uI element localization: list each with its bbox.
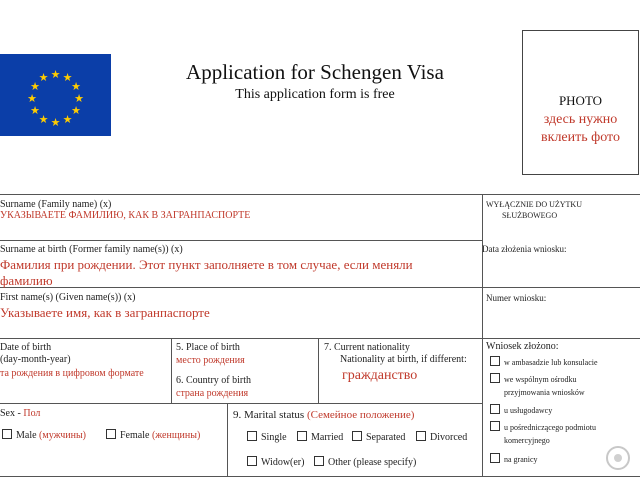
first-name-label: First name(s) (Given name(s)) (x)	[0, 292, 136, 303]
svg-text:★: ★	[38, 114, 49, 126]
nationality-label: 7. Current nationality	[324, 342, 410, 353]
border-checkbox[interactable]	[490, 453, 500, 463]
grid-line	[171, 338, 172, 403]
female-checkbox[interactable]	[106, 429, 116, 439]
embassy-label: w ambasadzie lub konsulacie	[504, 358, 598, 367]
intermediary-label-cont: komercyjnego	[504, 436, 550, 445]
cob-label: 6. Country of birth	[176, 375, 251, 386]
marital-option-separated[interactable]	[352, 431, 405, 443]
svg-text:★: ★	[38, 72, 49, 84]
marital-option-single[interactable]	[247, 431, 287, 443]
svg-text:★: ★	[71, 81, 81, 93]
other-checkbox[interactable]	[314, 456, 324, 466]
dob-field[interactable]: та рождения в цифровом формате	[0, 368, 144, 379]
cob-field[interactable]: страна рождения	[176, 388, 249, 399]
official-use-heading	[486, 199, 582, 221]
svg-text:★: ★	[50, 117, 61, 129]
common-centre-label-cont: przyjmowania wniosków	[504, 388, 585, 397]
svg-text:★: ★	[74, 93, 84, 105]
marital-hint: (Семейное положение)	[306, 409, 415, 421]
first-name-field[interactable]: Указываете имя, как в загранпаспорте	[0, 305, 210, 320]
widow-label: Widow(er)	[261, 457, 305, 468]
male-label: Male	[16, 430, 40, 441]
photo-note-line1: здесь нужно	[543, 112, 618, 127]
surname-label: Surname (Family name) (x)	[0, 199, 112, 210]
male-option[interactable]	[2, 429, 86, 441]
grid-line	[0, 476, 640, 477]
grid-line	[482, 194, 483, 476]
female-option[interactable]	[106, 429, 200, 441]
married-checkbox[interactable]	[297, 431, 307, 441]
grid-line	[0, 403, 482, 404]
submitted-option-border[interactable]	[490, 453, 538, 464]
single-checkbox[interactable]	[247, 431, 257, 441]
divorced-checkbox[interactable]	[416, 431, 426, 441]
dob-label-line2: (day-month-year)	[0, 354, 71, 365]
marital-label-text: 9. Marital status	[233, 409, 307, 421]
svg-text:★: ★	[50, 69, 61, 81]
separated-label: Separated	[366, 432, 406, 443]
submitted-at-label: Wniosek złożono:	[486, 341, 559, 352]
female-hint: (женщины)	[151, 430, 201, 441]
submission-date-label: Data złożenia wniosku:	[482, 244, 567, 254]
birth-surname-field[interactable]	[0, 257, 413, 289]
marital-option-divorced[interactable]	[416, 431, 467, 443]
official-use-heading-line1: WYŁĄCZNIE DO UŻYTKU	[486, 200, 582, 209]
marital-status-label	[233, 409, 414, 421]
form-subtitle: This application form is free	[235, 87, 395, 102]
grid-line	[227, 403, 228, 476]
grid-line	[0, 194, 640, 195]
dob-label	[0, 342, 71, 366]
photo-label: PHOTO	[558, 93, 603, 108]
intermediary-label: u pośredniczącego podmiotu	[504, 423, 596, 432]
svg-text:★: ★	[30, 81, 40, 93]
provider-checkbox[interactable]	[490, 404, 500, 414]
provider-label: u usługodawcy	[504, 406, 553, 415]
nationality-field[interactable]: гражданство	[342, 368, 418, 383]
watermark-icon	[606, 446, 630, 470]
svg-text:★: ★	[62, 114, 73, 126]
marital-option-married[interactable]	[297, 431, 343, 443]
single-label: Single	[261, 432, 287, 443]
female-label: Female	[120, 430, 152, 441]
other-label: Other (please specify)	[328, 457, 417, 468]
official-use-heading-line2: SŁUŻBOWEGO	[502, 211, 558, 220]
birth-surname-hint-line1: Фамилия при рождении. Этот пункт заполняете в том случае, если меняли	[0, 257, 413, 272]
male-checkbox[interactable]	[2, 429, 12, 439]
svg-text:★: ★	[30, 105, 40, 117]
intermediary-checkbox[interactable]	[490, 421, 500, 431]
dob-label-line1: Date of birth	[0, 342, 52, 353]
svg-text:★: ★	[62, 72, 73, 84]
common-centre-checkbox[interactable]	[490, 373, 500, 383]
photo-box	[522, 30, 639, 175]
divorced-label: Divorced	[430, 432, 468, 443]
embassy-checkbox[interactable]	[490, 356, 500, 366]
sex-label	[0, 408, 40, 420]
surname-field[interactable]: УКАЗЫВАЕТЕ ФАМИЛИЮ, КАК В ЗАГРАНПАСПОРТЕ	[0, 210, 251, 221]
male-hint: (мужчины)	[39, 430, 87, 441]
marital-option-widow[interactable]	[247, 456, 304, 468]
submitted-option-provider[interactable]	[490, 404, 552, 415]
sex-hint: Пол	[23, 408, 41, 419]
submitted-option-common-centre[interactable]	[490, 373, 576, 384]
grid-line	[318, 338, 319, 403]
grid-line	[0, 338, 640, 339]
widow-checkbox[interactable]	[247, 456, 257, 466]
separated-checkbox[interactable]	[352, 431, 362, 441]
marital-option-other[interactable]	[314, 456, 416, 468]
photo-note-line2: вклеить фото	[541, 130, 620, 145]
photo-note	[523, 111, 638, 147]
svg-text:★: ★	[27, 93, 37, 105]
sex-label-text: Sex -	[0, 408, 24, 419]
nationality-birth-label: Nationality at birth, if different:	[340, 354, 467, 365]
eu-flag-icon	[0, 54, 111, 136]
application-number-label: Numer wniosku:	[486, 293, 547, 303]
svg-text:★: ★	[71, 105, 81, 117]
birth-surname-label: Surname at birth (Former family name(s)) (x)	[0, 244, 183, 255]
submitted-option-embassy[interactable]	[490, 356, 598, 367]
common-centre-label: we wspólnym ośrodku	[504, 375, 577, 384]
grid-line	[0, 240, 482, 241]
birth-surname-hint-line2: фамилию	[0, 273, 53, 288]
form-title: Application for Schengen Visa	[186, 60, 444, 84]
border-label: na granicy	[504, 455, 538, 464]
submitted-option-intermediary[interactable]	[490, 421, 596, 432]
married-label: Married	[311, 432, 344, 443]
pob-label: 5. Place of birth	[176, 342, 240, 353]
pob-field[interactable]: место рождения	[176, 355, 245, 366]
